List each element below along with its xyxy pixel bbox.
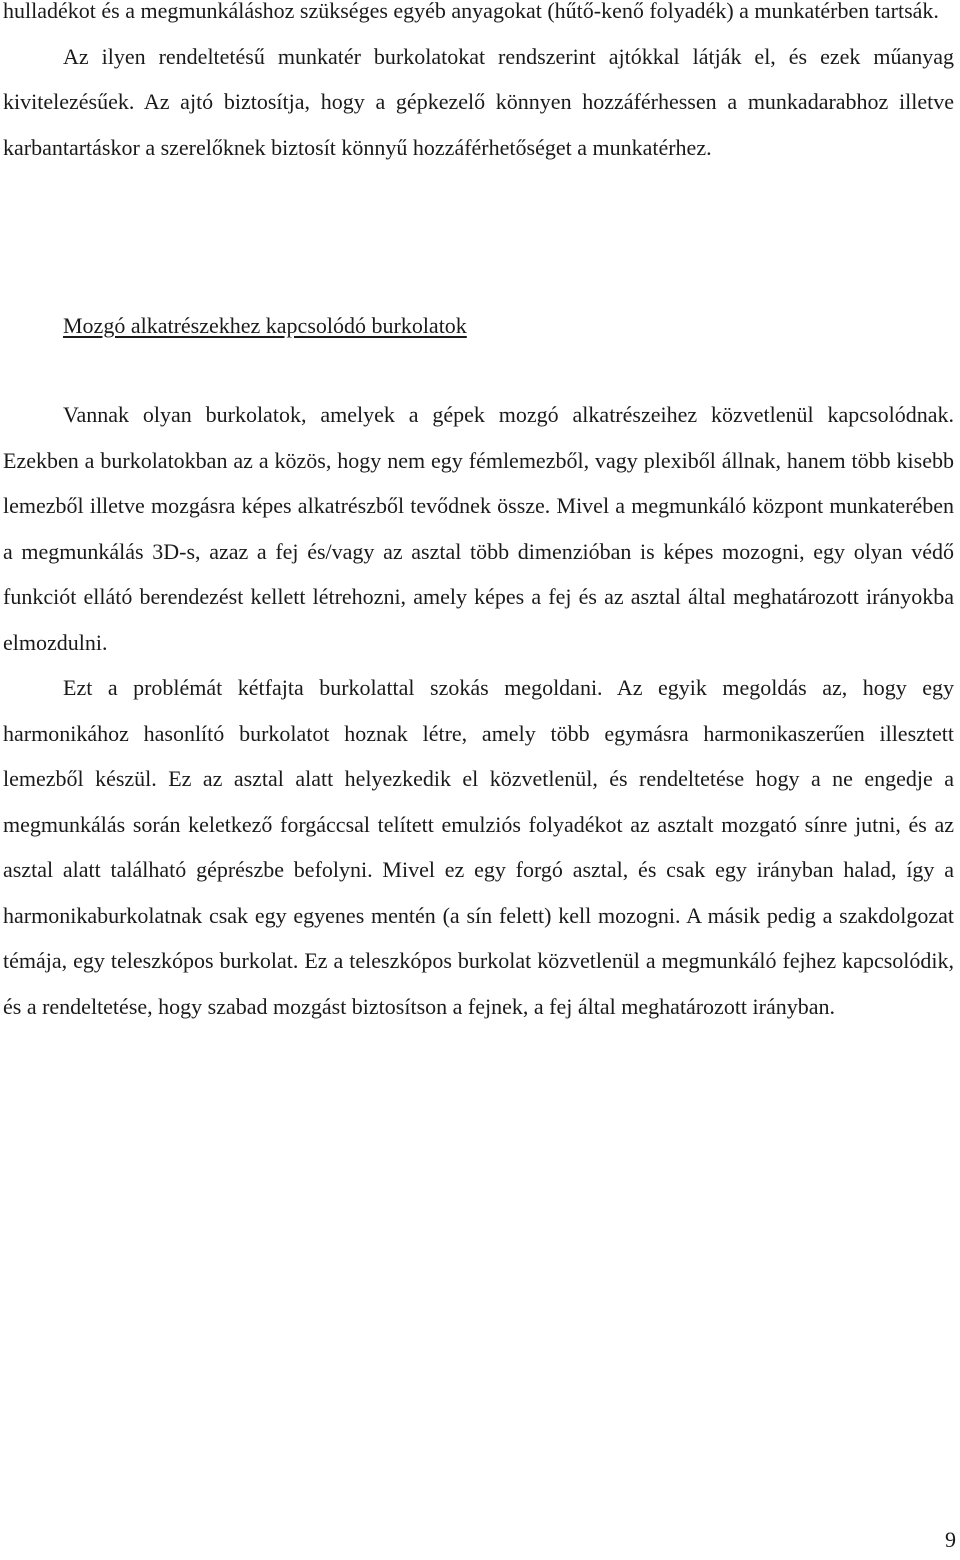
intro-text xyxy=(3,0,954,170)
intro-paragraph-doors: Az ilyen rendeltetésű munkatér burkolatokat rendszerint ajtókkal látják el, és ezek műanyag kivitelezésűek. Az ajtó biztosítja, hogy a gépkezelő könnyen hozzáférhessen a munkadarabhoz illetve karbantartáskor a szerelőknek biztosít könnyű hozzáférhetőséget a munkatérhez. xyxy=(3,43,954,160)
section-paragraph-moving-parts: Vannak olyan burkolatok, amelyek a gépek mozgó alkatrészeihez közvetlenül kapcsolódnak. Ezekben a burkolatokban az a közös, hogy nem egy fémlemezből, vagy plexiből állnak, hanem több kisebb lemezből illetve mozgásra képes alkatrészből tevődnek össze. Mivel a megmunkáló központ munkaterében a megmunkálás 3D-s, azaz a fej és/vagy az asztal több dimenzióban is képes mozogni, egy olyan védő funkciót ellátó berendezést kellett létrehozni, amely képes a fej és az asztal által meghatározott irányokba elmozdulni. xyxy=(3,402,954,655)
section-paragraph-solutions: Ezt a problémát kétfajta burkolattal szokás megoldani. Az egyik megoldás az, hogy egy harmonikához hasonlító burkolatot hoznak létre, amely több egymásra harmonikaszerűen illesztett lemezből készül. Ez az asztal alatt helyezkedik el közvetlenül, és rendeltetése hogy a ne engedje a megmunkálás során keletkező forgáccsal telített emulziós folyadékot az asztalt mozgató sínre jutni, és az asztal alatt található géprészbe befolyni. Mivel ez egy forgó asztal, és csak egy irányban halad, így a harmonikaburkolatnak csak egy egyenes mentén (a sín felett) kell mozogni. A másik pedig a szakdolgozat témája, egy teleszkópos burkolat. Ez a teleszkópos burkolat közvetlenül a megmunkáló fejhez kapcsolódik, és a rendeltetése, hogy szabad mozgást biztosítson a fejnek, a fej által meghatározott irányban. xyxy=(3,675,954,1019)
section-heading: Mozgó alkatrészekhez kapcsolódó burkolatok xyxy=(63,313,467,338)
page-number: 9 xyxy=(945,1527,956,1552)
intro-paragraph-continuation: hulladékot és a megmunkáláshoz szükséges egyéb anyagokat (hűtő-kenő folyadék) a munkatérben tartsák. xyxy=(3,0,939,23)
section-body xyxy=(3,392,954,1029)
